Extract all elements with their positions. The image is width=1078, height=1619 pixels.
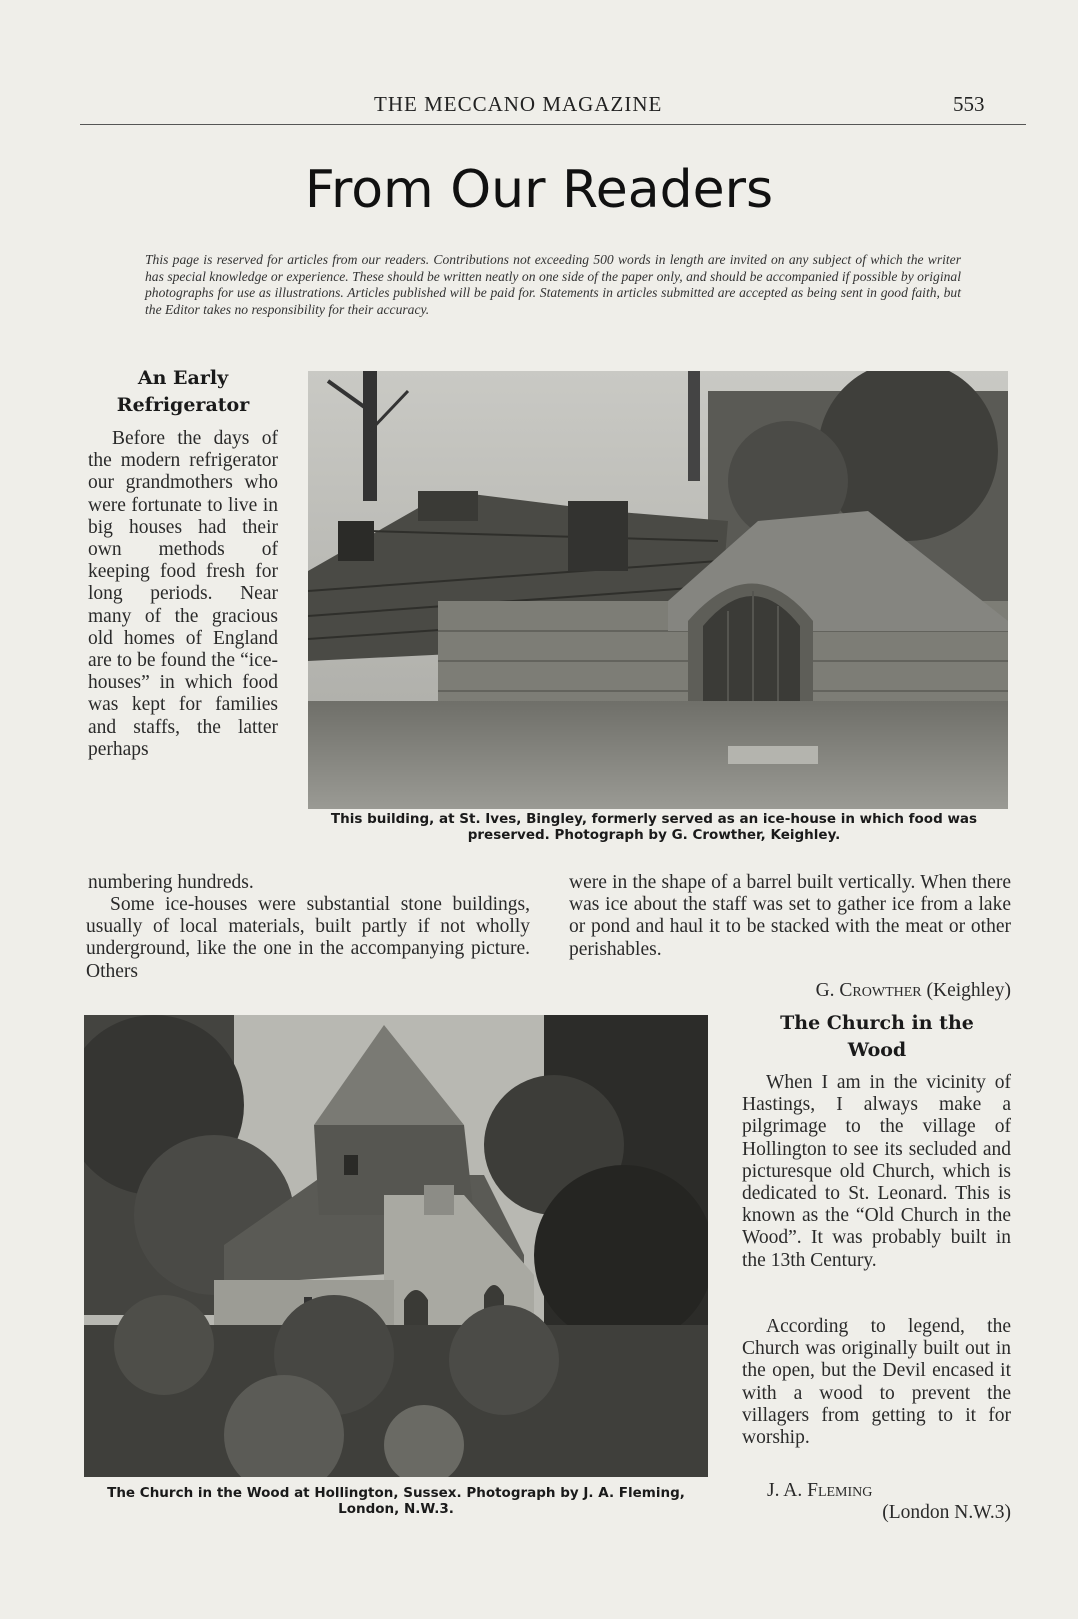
church-illustration: [84, 1015, 708, 1477]
page-title: From Our Readers: [304, 160, 774, 220]
article1-heading-line1: An Early: [137, 367, 229, 389]
article1-author-place: (Keighley): [926, 980, 1011, 1001]
ice-house-photo: [308, 371, 1008, 809]
article1-byline: [700, 980, 1011, 1002]
running-header: [0, 92, 1078, 122]
intro-notice: This page is reserved for articles from our readers. Contributions not exceeding 500 words in length are invited on any subject of which the writer has special knowledge or experience. These should be written neatly on one side of the paper only, and should be accompanied if possible by original photographs for use as illustrations. Articles published will be paid for. Statements in articles submitted are accepted as being sent in good faith, but the Editor takes no responsibility for their accuracy.: [145, 252, 961, 317]
article1-heading-line2: Refrigerator: [116, 394, 250, 416]
magazine-title: THE MECCANO MAGAZINE: [374, 92, 663, 116]
article2-para2: According to legend, the Church was originally built out in the open, but the Devil encased it with a wood to prevent the villagers from getting to it for worship.: [742, 1316, 1011, 1449]
article1-para2-left: Some ice-houses were substantial stone buildings, usually of local materials, built partly if not wholly underground, like the one in the accompanying picture. Others: [86, 894, 530, 982]
header-rule: [80, 124, 1026, 125]
article1-para1: Before the days of the modern refrigerator our grandmothers who were fortunate to live in big houses had their own methods of keeping food fresh for long periods. Near many of the gracious old homes of England are to be found the “ice-houses” in which food was kept for families and staffs, the latter perhaps: [88, 428, 278, 760]
article1-para1-end: numbering hundreds.: [88, 872, 254, 893]
article2-heading-line1: The Church in the: [780, 1012, 974, 1034]
ice-house-illustration: [308, 371, 1008, 809]
ice-house-caption: This building, at St. Ives, Bingley, formerly served as an ice-house in which food was preserved. Photograph by G. Crowther, Keighley.: [330, 811, 978, 843]
article2-author-place: (London N.W.3): [882, 1502, 1011, 1523]
page-number: 553: [953, 92, 985, 116]
article2-heading: [742, 1010, 1012, 1064]
article1-para2-right: were in the shape of a barrel built vertically. When there was ice about the staff was set to gather ice from a lake or pond and haul it to be stacked with the meat or other perishables.: [569, 872, 1011, 960]
article1-heading: [86, 365, 280, 419]
article2-author-name: J. A. Fleming: [767, 1480, 873, 1501]
article2-heading-line2: Wood: [847, 1039, 907, 1061]
article1-author-name: G. Crowther: [815, 980, 922, 1001]
church-photo: [84, 1015, 708, 1477]
church-caption: The Church in the Wood at Hollington, Sussex. Photograph by J. A. Fleming, London, N.W.3.: [107, 1485, 685, 1517]
article2-para1: When I am in the vicinity of Hastings, I always make a pilgrimage to the village of Hollington to see its secluded and picturesque old Church, which is dedicated to St. Leonard. This is known as the “Old Church in the Wood”. It was probably built in the 13th Century.: [742, 1072, 1011, 1271]
